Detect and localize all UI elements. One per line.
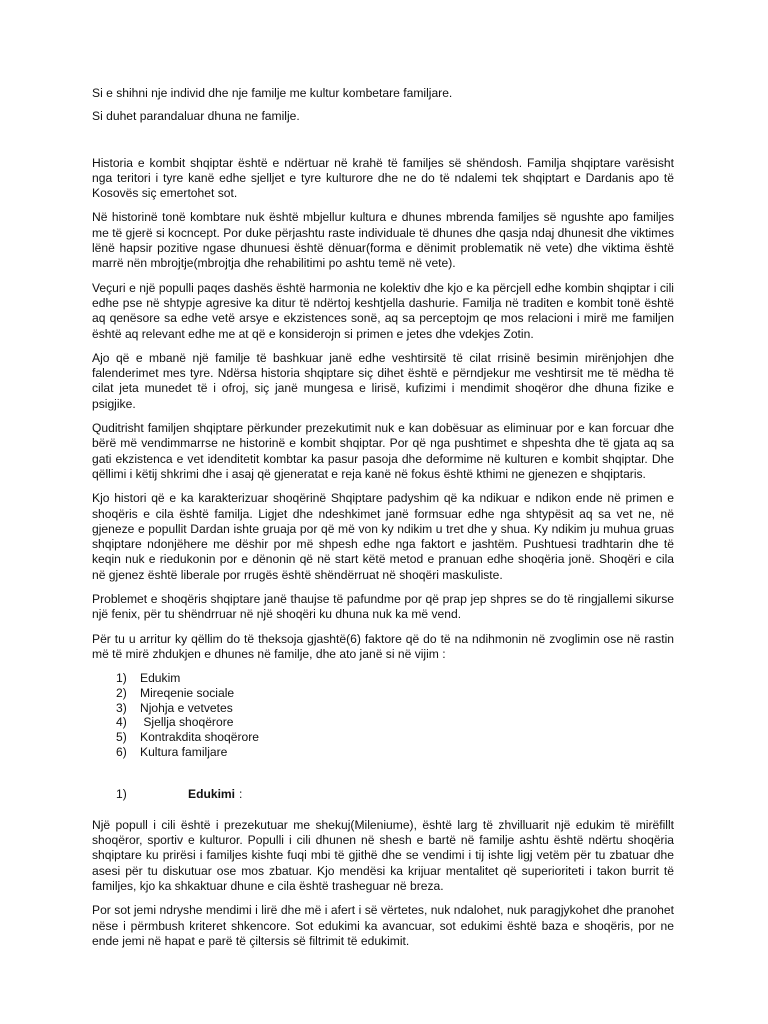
list-number: 5) [116, 730, 127, 745]
list-item [116, 671, 674, 686]
paragraph: Ajo që e mbanë një familje të bashkuar janë edhe veshtirsitë të cilat rrisinë besimin mirënjohjen dhe falenderimet mes tyre. Ndërsa historia shqiptare siç dihet është e përndjekur me veshtirsit me të mëdha të cilat jeta munedet të i ofroj, siç janë mungesa e lirisë, kufizimi i mendimit shoqëror dhe dhuna fizike e psigjike. [92, 350, 674, 411]
list-number: 2) [116, 685, 127, 700]
factors-list [92, 671, 674, 759]
paragraph: Për tu u arritur ky qëllim do të theksoja gjashtë(6) faktore që do të na ndihmonin në zvoglimin ose në rastin më të mirë zhdukjen e dhunes në familje, dhe ato janë si në vijim : [92, 631, 674, 661]
list-label: Mireqenie sociale [140, 685, 235, 700]
intro-question-1: Si e shihni nje individ dhe nje familje me kultur kombetare familjare. [92, 86, 453, 100]
section-number: 1) [116, 787, 127, 802]
list-label: Kultura familjare [140, 744, 228, 759]
paragraph: Problemet e shoqëris shqiptare janë thaujse të pafundme por që prap jep shpres se do të ringjallemi sikurse një fenix, për tu shëndrruar në një shoqëri ku dhuna nuk ka më vend. [92, 592, 674, 622]
paragraph: Historia e kombit shqiptar është e ndërtuar në krahë të familjes së shëndosh. Familja shqiptare varësisht nga teritori i tyre kanë edhe sjelljet e tyre kulturore dhe ne do të ndalemi tek shqiptart e Dardanis apo të Kosovës siç emertohet sot. [92, 155, 674, 201]
body-section-b [92, 818, 674, 949]
list-item [116, 686, 674, 701]
list-item [116, 730, 674, 745]
paragraph: Kjo histori që e ka karakterizuar shoqërinë Shqiptare padyshim që ka ndikuar e ndikon ende në primen e shoqëris e cila është familja. Ligjet dhe ndeshkimet janë formsuar edhe nga shtypësit aq sa vet ne, në gjeneze e popullit Dardan ishte gruaja por që më von ky ndikim u tret dhe y shua. Ky ndikim ju muhua gruas shqiptare ndonjëhere me dëshir por më shpesh edhe nga faktort e jashtëm. Pushtuesi tradhtarin dhe të keqin nuk e riedukonin por e dënonin që në start këtë metod e pranuan edhe shoqëria jonë. Shoqëri e cila në gjenez është liberale por rrugës është shëndërruat në shoqëri maskuliste. [92, 491, 674, 582]
list-label: Edukim [140, 671, 181, 686]
paragraph: Quditrisht familjen shqiptare përkunder prezekutimit nuk e kan dobësuar as eliminuar por e kan forcuar dhe bërë më vendimmarrse ne historinë e kombit shqiptar. Por që nga pushtimet e shpeshta dhe të gjata aq sa gati ekzistenca e vet idenditetit kombtar ka pasur pasoja dhe deformime në kulturen e kombit shqiptar. Dhe qëllimi i këtij shkrimi dhe i asaj që gjeneratat e reja kanë në fokus është kthimi ne gjenezen e shqiptaris. [92, 421, 674, 481]
list-number: 3) [116, 700, 127, 715]
list-number: 4) [116, 715, 127, 730]
section-title: Edukimi [188, 787, 236, 802]
list-number: 6) [116, 744, 127, 759]
list-label: Sjellja shoqërore [140, 715, 234, 730]
paragraph: Por sot jemi ndryshe mendimi i lirë dhe më i afert i së vërtetes, nuk ndalohet, nuk paragjykohet dhe pranohet nëse i përmbush kriteret shkencore. Sot edukimi ka avancuar, sot edukimi është baza e shoqëris, por ne ende jemi në hapat e parë të çiltersis së filtrimit të edukimit. [92, 903, 674, 948]
paragraph: Veçuri e një populli paqes dashës është harmonia ne kolektiv dhe kjo e ka përcjell edhe kombin shqiptar i cili edhe pse në shtypje agresive ka ditur të ndërtoj keshtjella dashurie. Familja në traditen e kombit tonë është aq qenësore sa edhe vetë arsye e ekzistences sonë, aq sa perceptojm qe mos relacioni i mirë me familjen është aq relevant edhe me at që e konsiderojn si primen e jetes dhe vdekjes Zotin. [92, 280, 674, 341]
list-item [116, 701, 674, 716]
body-section-a [92, 156, 674, 663]
intro-block [92, 86, 674, 125]
list-number: 1) [116, 671, 127, 686]
paragraph: Në historinë tonë kombtare nuk është mbjellur kultura e dhunes mbrenda familjes së ngushte apo familjes me të gjerë si kocncept. Por duke përjashtu raste individuale të dhunes dhe qasja ndaj dhunesit dhe viktimes lënë hapsir pozitive ngase dhunuesi është dënuar(forma e dënimit problematik në vete) dhe viktima është marrë nën mbrojtje(mbrojtja dhe rehabilitimi po ashtu temë në vete). [92, 210, 674, 271]
list-label: Njohja e vetvetes [140, 700, 233, 715]
list-item [116, 715, 674, 730]
list-item [116, 745, 674, 760]
paragraph: Një popull i cili është i prezekutuar me shekuj(Mileniume), është larg të zhvilluarit një edukim të mirëfillt shoqëror, sportiv e kulturor. Populli i cili dhunen në shesh e bartë në familje ashtu është ndërtu shoqëria shqiptare ku prirësi i familjes kishte fuqi mbi të gjithë dhe se vendimi i tij ishte ligj vetëm për tu zbatuar dhe asesi për tu diskutuar ose mos zbatuar. Kjo mendësi ka krijuar mentalitet që superioriteti i takon burrit të familjes, kjo ka shkaktuar dhune e cila është trasheguar në breza. [92, 817, 674, 893]
list-label: Kontrakdita shoqërore [140, 730, 259, 745]
intro-question-2: Si duhet parandaluar dhuna ne familje. [92, 109, 300, 124]
section-colon: : [239, 787, 243, 802]
section-heading [92, 787, 674, 802]
